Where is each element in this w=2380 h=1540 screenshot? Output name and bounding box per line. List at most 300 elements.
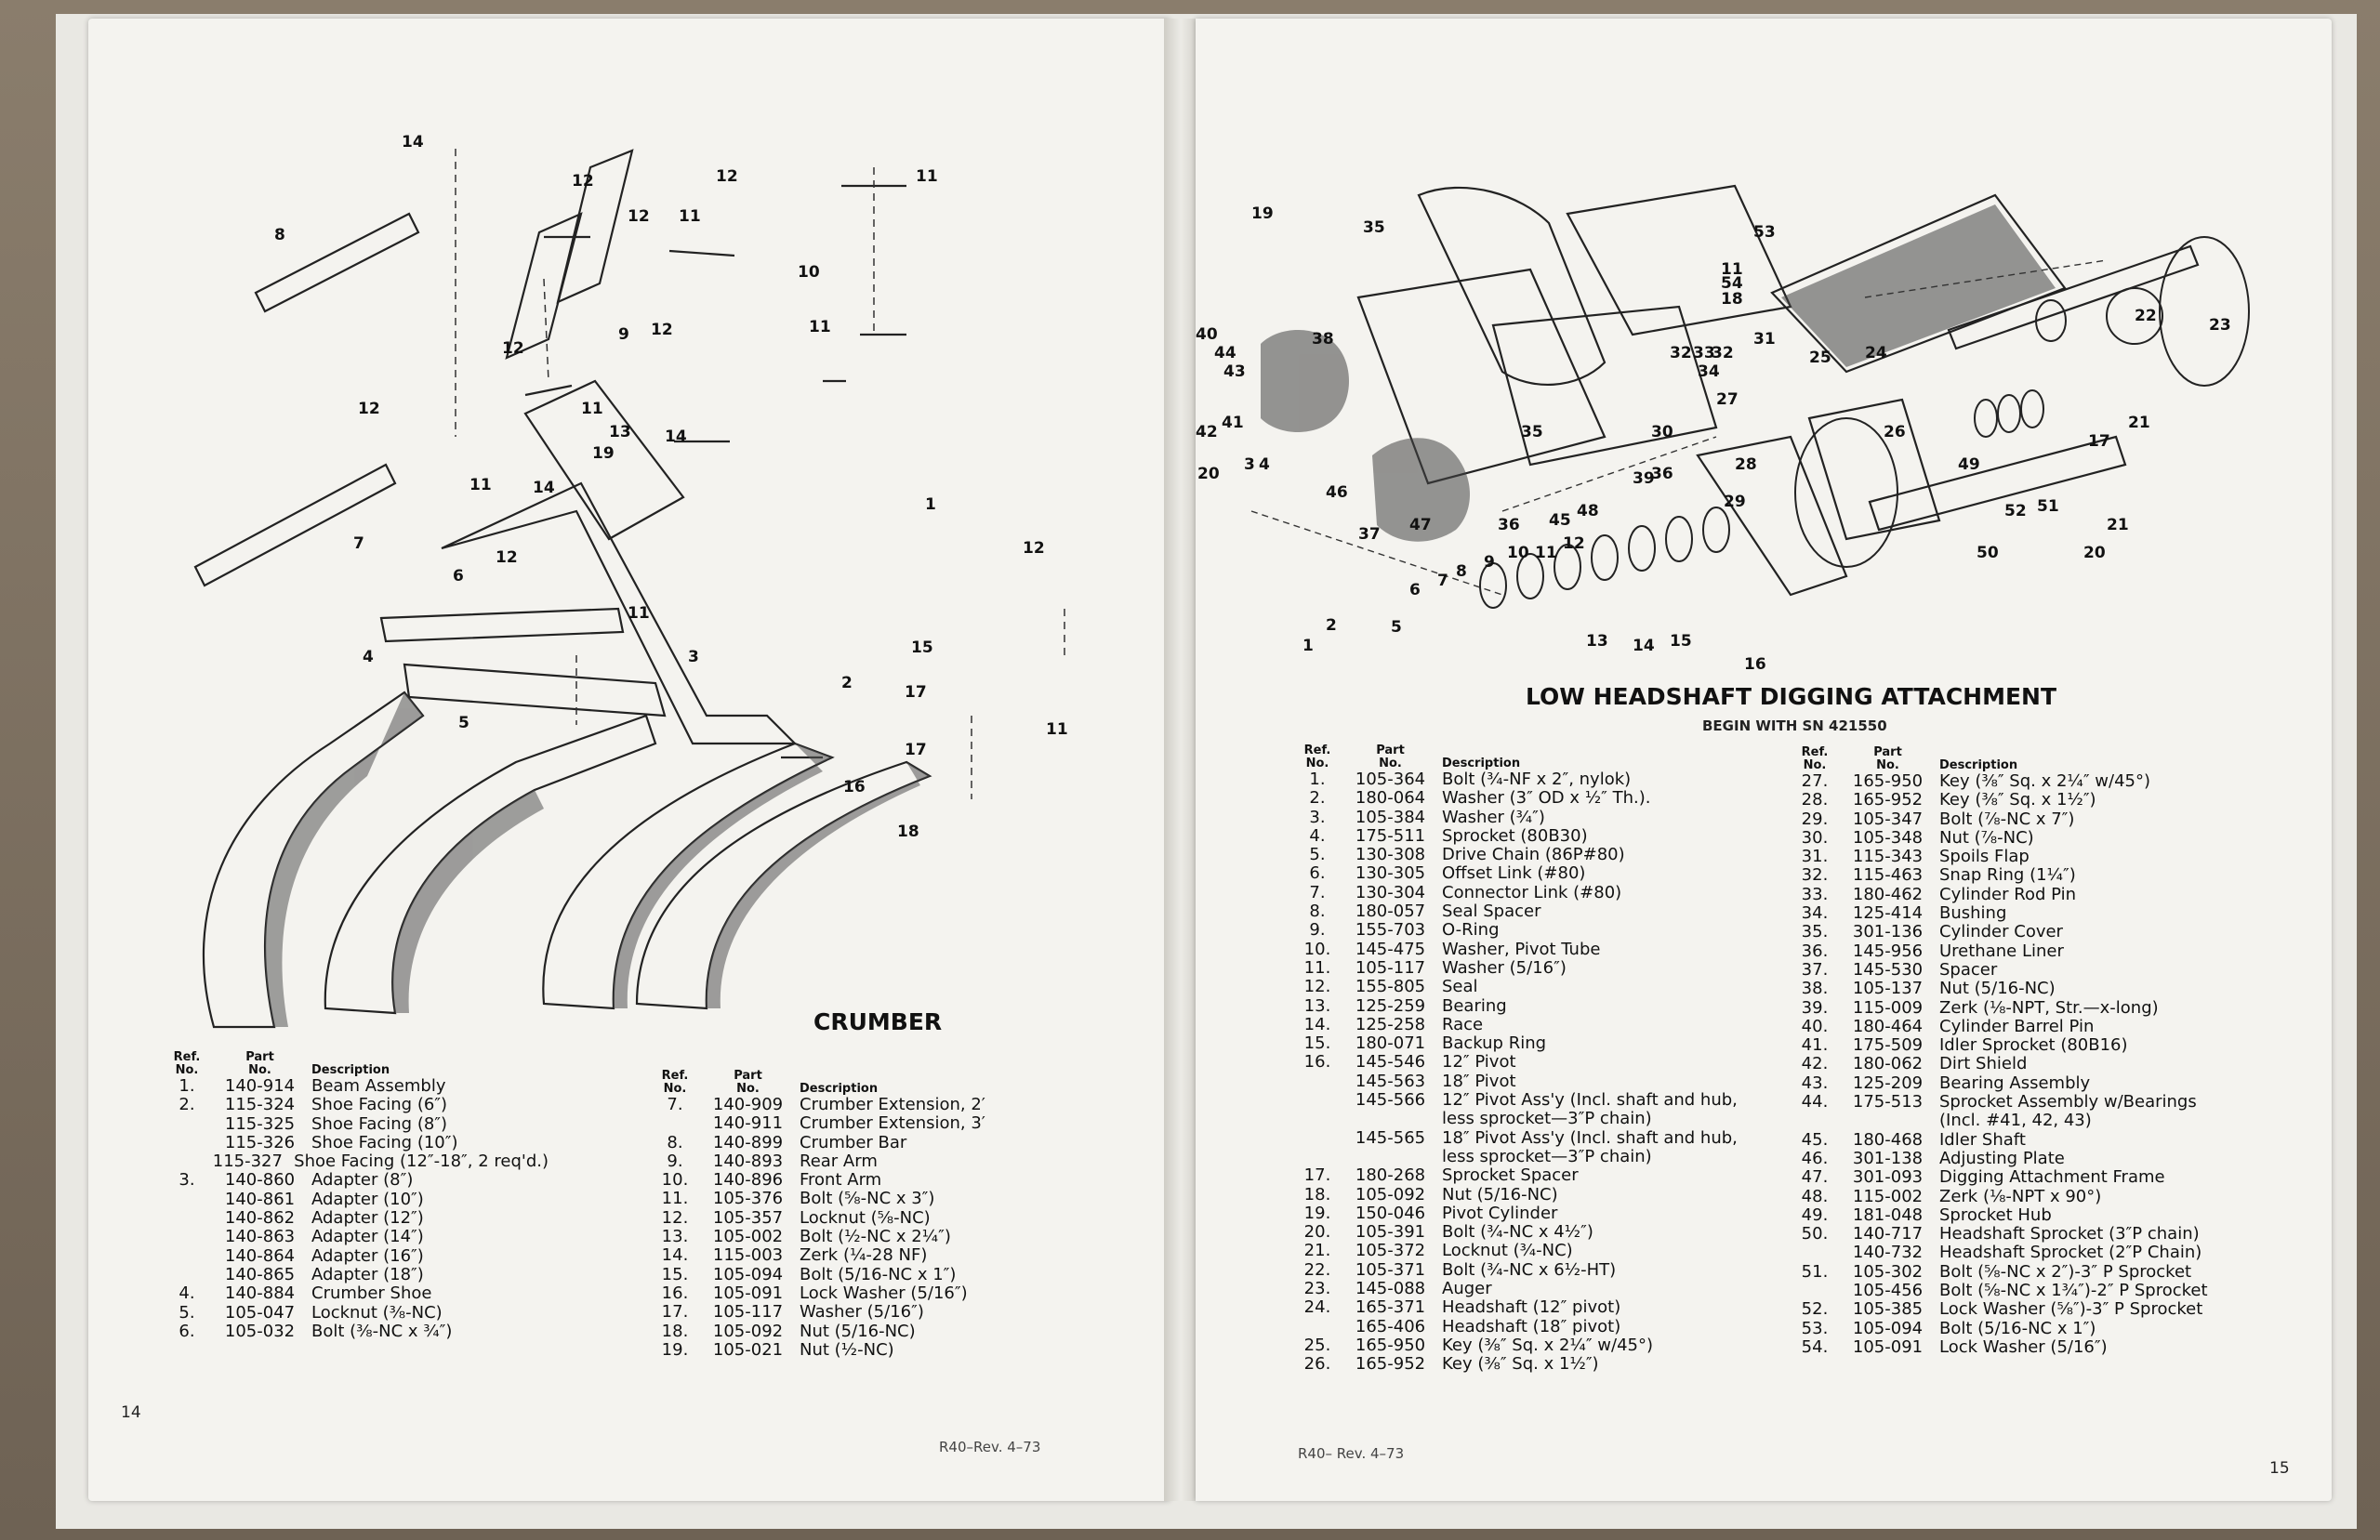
ref-no-cell: 3.	[178, 1170, 195, 1191]
ref-no-cell: 8.	[1309, 902, 1326, 922]
description-cell: Cylinder Cover	[1939, 922, 2063, 942]
diagram-callout: 14	[1633, 637, 1655, 655]
parts-row	[646, 1341, 1111, 1360]
part-no-cell: 105-117	[712, 1302, 784, 1323]
ref-no-cell	[1289, 1129, 1346, 1148]
ref-no-cell: 21.	[1303, 1241, 1331, 1261]
description-cell: Key (⅜″ Sq. x 1½″)	[1442, 1354, 1599, 1375]
parts-row	[646, 1171, 1111, 1190]
diagram-callout: 32	[1712, 344, 1734, 362]
diagram-callout: 11	[1721, 260, 1743, 279]
ref-no-cell: 14.	[661, 1245, 689, 1266]
part-no-cell: 105-357	[712, 1207, 784, 1228]
parts-row	[158, 1323, 549, 1341]
parts-row	[1289, 1053, 1772, 1072]
diagram-callout: 20	[1197, 465, 1220, 483]
part-no-cell: 301-136	[1852, 922, 1924, 942]
parts-row	[1786, 923, 2307, 941]
diagram-callout: 31	[1753, 330, 1776, 349]
diagram-callout: 45	[1549, 511, 1571, 530]
parts-table-right-2	[1786, 741, 2307, 1357]
part-no-cell: 181-048	[1852, 1204, 1924, 1225]
ref-no-cell: 5.	[178, 1302, 195, 1323]
ref-no-cell: 51.	[1801, 1261, 1829, 1282]
diagram-callout: 11	[916, 167, 938, 186]
parts-row	[1289, 1186, 1772, 1204]
ref-no-cell: 53.	[1801, 1318, 1829, 1338]
diagram-callout: 7	[1437, 572, 1448, 590]
description-cell: Zerk (¼-28 NF)	[800, 1245, 928, 1266]
parts-row	[646, 1228, 1111, 1246]
description-cell: (Incl. #41, 42, 43)	[1939, 1111, 2092, 1131]
parts-row	[1786, 829, 2307, 848]
ref-no-cell: 5.	[1309, 845, 1326, 865]
parts-row	[1786, 1300, 2307, 1319]
parts-table-header	[1786, 741, 2307, 772]
diagram-callout: 53	[1753, 223, 1776, 242]
parts-row	[646, 1096, 1111, 1114]
diagram-callout: 3	[1244, 455, 1255, 474]
description-cell: 12″ Pivot Ass'y (Incl. shaft and hub,	[1442, 1090, 1738, 1111]
diagram-callout: 29	[1724, 493, 1746, 511]
description-cell: Lock Washer (⅝″)-3″ P Sprocket	[1939, 1299, 2203, 1320]
ref-no-cell: 6.	[178, 1321, 195, 1341]
diagram-callout: 11	[809, 318, 831, 336]
diagram-callout: 47	[1409, 516, 1432, 534]
parts-row	[1786, 1018, 2307, 1036]
diagram-callout: 16	[843, 778, 866, 796]
parts-row	[1786, 866, 2307, 885]
ref-no-cell: 2.	[178, 1095, 195, 1115]
diagram-callout: 30	[1651, 423, 1673, 441]
parts-row	[646, 1114, 1111, 1133]
description-cell: Adapter (12″)	[311, 1208, 424, 1229]
ref-no-cell	[1289, 1073, 1346, 1091]
ref-no-cell: 1.	[178, 1076, 195, 1096]
part-no-cell: 140-861	[224, 1189, 296, 1209]
diagram-callout: 12	[716, 167, 738, 186]
description-cell: Cylinder Rod Pin	[1939, 884, 2076, 904]
parts-row	[1289, 864, 1772, 883]
parts-row	[1289, 1148, 1772, 1166]
parts-row	[1786, 886, 2307, 904]
part-no-cell: 130-305	[1355, 863, 1426, 884]
description-cell: Washer (5/16″)	[800, 1302, 924, 1323]
parts-row	[1289, 921, 1772, 940]
parts-rows	[158, 1077, 549, 1341]
description-cell: Digging Attachment Frame	[1939, 1167, 2165, 1188]
part-no-cell: 140-862	[224, 1208, 296, 1229]
part-no-header: Part No.	[1376, 744, 1405, 770]
diagram-callout: 5	[1391, 618, 1402, 637]
parts-row	[1289, 1223, 1772, 1242]
description-cell: Cylinder Barrel Pin	[1939, 1016, 2095, 1036]
part-no-cell: 105-092	[1355, 1184, 1426, 1204]
part-no-cell: 140-864	[224, 1245, 296, 1266]
parts-row	[1786, 980, 2307, 998]
part-no-cell: 165-950	[1355, 1335, 1426, 1355]
ref-no-header: Ref. No.	[1303, 744, 1331, 770]
part-no-cell: 105-137	[1852, 979, 1924, 999]
description-cell: Headshaft (18″ pivot)	[1442, 1316, 1621, 1336]
part-no-cell: 105-091	[1852, 1336, 1924, 1357]
parts-row	[158, 1304, 549, 1323]
diagram-callout: 11	[1535, 544, 1557, 562]
parts-row	[1786, 904, 2307, 923]
description-cell: Pivot Cylinder	[1442, 1203, 1558, 1223]
description-cell: Bearing	[1442, 995, 1507, 1016]
parts-row	[1786, 772, 2307, 791]
diagram-callout: 17	[2088, 432, 2110, 451]
description-cell: 12″ Pivot	[1442, 1052, 1516, 1073]
description-cell: Washer, Pivot Tube	[1442, 939, 1601, 959]
parts-row	[1786, 1225, 2307, 1244]
part-no-cell: 145-475	[1355, 939, 1426, 959]
diagram-callout: 44	[1214, 344, 1236, 362]
part-no-cell: 180-268	[1355, 1165, 1426, 1186]
part-no-cell: 115-327	[212, 1152, 283, 1172]
parts-rows	[1289, 770, 1772, 1375]
description-cell: Washer (3″ OD x ½″ Th.).	[1442, 788, 1651, 809]
part-no-cell: 140-732	[1852, 1243, 1924, 1263]
ref-no-cell: 37.	[1801, 959, 1829, 980]
diagram-callout: 14	[402, 133, 424, 151]
diagram-callout: 8	[274, 226, 285, 244]
parts-row	[1289, 809, 1772, 827]
ref-no-cell: 9.	[667, 1151, 683, 1171]
description-cell: Snap Ring (1¼″)	[1939, 865, 2076, 886]
description-cell: Bolt (⅞-NC x 7″)	[1939, 809, 2075, 829]
part-no-cell: 150-046	[1355, 1203, 1426, 1223]
diagram-callout: 12	[496, 548, 518, 567]
part-no-cell: 140-914	[224, 1076, 296, 1096]
description-cell: Shoe Facing (10″)	[311, 1132, 458, 1152]
description-cell: Headshaft Sprocket (2″P Chain)	[1939, 1243, 2202, 1263]
ref-no-cell: 40.	[1801, 1016, 1829, 1036]
ref-no-cell: 8.	[667, 1132, 683, 1152]
part-no-cell: 105-092	[712, 1321, 784, 1341]
diagram-callout: 32	[1670, 344, 1692, 362]
parts-rows	[646, 1096, 1111, 1360]
ref-no-cell: 13.	[1303, 995, 1331, 1016]
ref-no-cell: 7.	[667, 1095, 683, 1114]
diagram-callout: 34	[1698, 362, 1720, 381]
description-cell: Adapter (16″)	[311, 1245, 424, 1266]
diagram-callout: 9	[618, 325, 629, 344]
parts-row	[1786, 1338, 2307, 1357]
description-cell: Key (⅜″ Sq. x 2¼″ w/45°)	[1939, 771, 2150, 791]
description-cell: Shoe Facing (12″-18″, 2 req'd.)	[294, 1152, 549, 1172]
part-no-cell: 105-091	[712, 1283, 784, 1303]
parts-row	[1289, 1091, 1772, 1110]
ref-no-cell: 22.	[1303, 1259, 1331, 1280]
ref-no-cell: 23.	[1303, 1279, 1331, 1299]
part-no-cell: 105-372	[1355, 1241, 1426, 1261]
parts-row	[1289, 1204, 1772, 1223]
description-cell: Rear Arm	[800, 1151, 878, 1171]
diagram-callout: 43	[1223, 362, 1246, 381]
description-cell: Bushing	[1939, 903, 2007, 924]
parts-row	[646, 1323, 1111, 1341]
diagram-callout: 7	[353, 534, 364, 553]
parts-row	[1289, 789, 1772, 808]
parts-row	[158, 1096, 549, 1114]
ref-no-cell: 29.	[1801, 809, 1829, 829]
description-cell: Nut (½-NC)	[800, 1339, 894, 1360]
ref-no-cell	[158, 1247, 216, 1266]
parts-row	[1289, 1129, 1772, 1148]
ref-no-cell: 26.	[1303, 1354, 1331, 1375]
parts-row	[158, 1247, 549, 1266]
diagram-callout: 12	[502, 339, 524, 358]
part-no-cell: 105-021	[712, 1339, 784, 1360]
description-cell: Seal	[1442, 977, 1478, 997]
diagram-callout: 4	[363, 648, 374, 666]
ref-no-cell	[1289, 1091, 1346, 1110]
part-no-cell: 140-893	[712, 1151, 784, 1171]
ref-no-cell: 48.	[1801, 1186, 1829, 1206]
parts-row	[158, 1191, 549, 1209]
ref-no-cell: 41.	[1801, 1035, 1829, 1056]
part-no-cell: 125-259	[1355, 995, 1426, 1016]
parts-row	[1786, 1263, 2307, 1282]
description-cell: Locknut (¾-NC)	[1442, 1241, 1573, 1261]
description-cell: Locknut (⅜-NC)	[311, 1302, 443, 1323]
description-cell: Washer (5/16″)	[1442, 957, 1567, 978]
part-no-cell: 140-911	[712, 1113, 784, 1134]
description-cell: Adapter (14″)	[311, 1227, 424, 1247]
description-header: Description	[800, 1082, 879, 1096]
description-cell: Front Arm	[800, 1170, 882, 1191]
diagram-callout: 20	[2083, 544, 2106, 562]
description-cell: Washer (¾″)	[1442, 807, 1545, 827]
description-cell: Sprocket (80B30)	[1442, 825, 1588, 846]
page-number: 15	[2269, 1459, 2290, 1478]
description-cell: Idler Sprocket (80B16)	[1939, 1035, 2128, 1056]
parts-row	[1289, 1242, 1772, 1260]
ref-no-cell: 7.	[1309, 882, 1326, 902]
diagram-callout: 12	[1023, 539, 1045, 558]
parts-row	[158, 1284, 549, 1303]
ref-no-cell: 31.	[1801, 847, 1829, 867]
parts-row	[1786, 1188, 2307, 1206]
parts-row	[1786, 1055, 2307, 1073]
part-no-cell: 115-324	[224, 1095, 296, 1115]
diagram-callout: 6	[1409, 581, 1421, 599]
ref-no-cell	[1289, 1318, 1346, 1336]
part-no-cell: 105-364	[1355, 770, 1426, 789]
description-cell: Crumber Shoe	[311, 1283, 432, 1304]
part-no-cell: 105-094	[1852, 1318, 1924, 1338]
ref-no-cell	[158, 1228, 216, 1246]
description-cell: Bolt (¾-NF x 2″, nylok)	[1442, 770, 1632, 789]
part-no-cell: 155-805	[1355, 977, 1426, 997]
part-no-cell: 180-062	[1852, 1054, 1924, 1074]
diagram-callout: 1	[925, 495, 936, 514]
ref-no-cell: 12.	[1303, 977, 1331, 997]
part-no-cell: 105-385	[1852, 1299, 1924, 1320]
diagram-callout: 6	[453, 567, 464, 586]
ref-no-cell: 19.	[1303, 1203, 1331, 1223]
parts-row	[646, 1190, 1111, 1208]
part-no-cell: 115-343	[1852, 847, 1924, 867]
description-cell: Bolt (¾-NC x 6½-HT)	[1442, 1259, 1617, 1280]
description-cell: Locknut (⅝-NC)	[800, 1207, 931, 1228]
diagram-callout: 16	[1744, 655, 1766, 674]
parts-row	[1786, 1074, 2307, 1093]
ref-no-cell: 13.	[661, 1227, 689, 1247]
parts-row	[646, 1303, 1111, 1322]
part-no-cell: 140-865	[224, 1264, 296, 1284]
part-no-header: Part No.	[1873, 745, 1902, 772]
parts-row	[1289, 1298, 1772, 1317]
part-no-cell: 175-509	[1852, 1035, 1924, 1056]
ref-no-cell: 2.	[1309, 788, 1326, 809]
diagram-callout: 54	[1721, 274, 1743, 293]
parts-row	[158, 1228, 549, 1246]
part-no-cell: 145-088	[1355, 1279, 1426, 1299]
parts-rows	[1786, 772, 2307, 1357]
diagram-callout: 26	[1884, 423, 1906, 441]
left-page	[88, 19, 1170, 1501]
parts-row	[1786, 1168, 2307, 1187]
parts-row	[1786, 1150, 2307, 1168]
parts-row	[1289, 1110, 1772, 1128]
parts-row	[1786, 791, 2307, 809]
description-cell: Bolt (5/16-NC x 1″)	[800, 1264, 957, 1284]
part-no-cell	[1346, 1148, 1435, 1166]
diagram-callout: 5	[458, 714, 469, 732]
ref-no-cell: 10.	[1303, 939, 1331, 959]
diagram-callout: 23	[2209, 316, 2231, 335]
parts-row	[1289, 770, 1772, 789]
diagram-callout: 11	[581, 400, 603, 418]
description-cell: Zerk (⅛-NPT, Str.—x-long)	[1939, 997, 2159, 1018]
part-no-cell: 115-002	[1852, 1186, 1924, 1206]
part-no-cell: 105-032	[224, 1321, 296, 1341]
part-no-cell: 125-414	[1852, 903, 1924, 924]
description-cell: Headshaft (12″ pivot)	[1442, 1297, 1621, 1318]
part-no-cell: 105-376	[712, 1189, 784, 1209]
description-cell: Adjusting Plate	[1939, 1148, 2065, 1168]
diagram-callout: 25	[1809, 349, 1831, 367]
diagram-callout: 22	[2135, 307, 2157, 325]
description-cell: Nut (⅞-NC)	[1939, 827, 2034, 848]
diagram-callout: 10	[798, 263, 820, 282]
diagram-callout: 36	[1651, 465, 1673, 483]
parts-row	[158, 1266, 549, 1284]
ref-no-cell	[158, 1209, 216, 1228]
section-title-digging-attachment: LOW HEADSHAFT DIGGING ATTACHMENT	[1526, 683, 2057, 710]
parts-row	[158, 1171, 549, 1190]
part-no-header: Part No.	[734, 1069, 762, 1096]
parts-row	[646, 1152, 1111, 1171]
ref-no-cell: 10.	[661, 1170, 689, 1191]
part-no-header: Part No.	[245, 1050, 274, 1077]
description-cell: Headshaft Sprocket (3″P chain)	[1939, 1224, 2200, 1244]
part-no-cell: 105-371	[1355, 1259, 1426, 1280]
ref-no-cell: 11.	[661, 1189, 689, 1209]
part-no-cell: 145-546	[1355, 1052, 1426, 1073]
ref-no-cell: 3.	[1309, 807, 1326, 827]
parts-table-left-2	[646, 1064, 1111, 1360]
description-cell: Beam Assembly	[311, 1076, 446, 1096]
parts-row	[1786, 848, 2307, 866]
diagram-callout: 48	[1577, 502, 1599, 520]
revision-code: R40– Rev. 4–73	[1298, 1445, 1405, 1462]
description-cell: Crumber Bar	[800, 1132, 907, 1152]
ref-no-cell	[646, 1114, 704, 1133]
diagram-callout: 12	[1563, 534, 1585, 553]
diagram-callout: 37	[1358, 525, 1381, 544]
revision-code: R40–Rev. 4–73	[939, 1439, 1041, 1455]
ref-no-cell: 49.	[1801, 1204, 1829, 1225]
diagram-callout: 38	[1312, 330, 1334, 349]
diagram-callout: 12	[358, 400, 380, 418]
description-cell: Bolt (⅝-NC x 1¾″)-2″ P Sprocket	[1939, 1281, 2208, 1301]
ref-no-header: Ref. No.	[1801, 745, 1829, 772]
ref-no-cell: 42.	[1801, 1054, 1829, 1074]
description-cell: Connector Link (#80)	[1442, 882, 1622, 902]
parts-row	[1289, 941, 1772, 959]
diagram-callout: 11	[679, 207, 701, 226]
diagram-callout: 41	[1222, 414, 1244, 432]
description-cell: Race	[1442, 1014, 1484, 1034]
diagram-callout: 39	[1633, 469, 1655, 488]
part-no-cell: 105-391	[1355, 1222, 1426, 1243]
part-no-cell: 145-530	[1852, 959, 1924, 980]
parts-row	[1289, 1280, 1772, 1298]
part-no-cell: 140-860	[224, 1170, 296, 1191]
diagram-callout: 35	[1521, 423, 1543, 441]
description-cell: Nut (5/16-NC)	[1442, 1184, 1558, 1204]
diagram-callout: 14	[665, 428, 687, 446]
ref-no-cell	[1786, 1112, 1844, 1130]
part-no-cell: 175-513	[1852, 1092, 1924, 1112]
diagram-callout: 12	[572, 172, 594, 191]
ref-no-cell: 28.	[1801, 790, 1829, 810]
diagram-callout: 17	[905, 683, 927, 702]
parts-table-header	[646, 1064, 1111, 1096]
part-no-cell: 140-884	[224, 1283, 296, 1304]
description-cell: Adapter (18″)	[311, 1264, 424, 1284]
ref-no-cell: 11.	[1303, 957, 1331, 978]
part-no-cell	[1346, 1110, 1435, 1128]
ref-no-cell: 27.	[1801, 771, 1829, 791]
description-header: Description	[311, 1063, 390, 1077]
parts-row	[1289, 997, 1772, 1016]
diagram-callout: 19	[592, 444, 615, 463]
ref-no-cell: 35.	[1801, 922, 1829, 942]
parts-row	[1786, 961, 2307, 980]
ref-no-cell: 4.	[178, 1283, 195, 1304]
ref-no-cell: 18.	[661, 1321, 689, 1341]
ref-no-cell	[158, 1191, 216, 1209]
diagram-callout: 27	[1716, 390, 1739, 409]
parts-row	[158, 1134, 549, 1152]
diagram-callout: 49	[1958, 455, 1980, 474]
diagram-callout: 24	[1865, 344, 1887, 362]
parts-table-left-1	[158, 1046, 549, 1341]
description-cell: Lock Washer (5/16″)	[800, 1283, 968, 1303]
ref-no-cell	[158, 1266, 216, 1284]
part-no-cell: 115-003	[712, 1245, 784, 1266]
ref-no-cell	[158, 1152, 209, 1171]
ref-no-cell: 34.	[1801, 903, 1829, 924]
part-no-cell: 301-093	[1852, 1167, 1924, 1188]
ref-no-cell: 50.	[1801, 1224, 1829, 1244]
diagram-callout: 9	[1484, 553, 1495, 572]
